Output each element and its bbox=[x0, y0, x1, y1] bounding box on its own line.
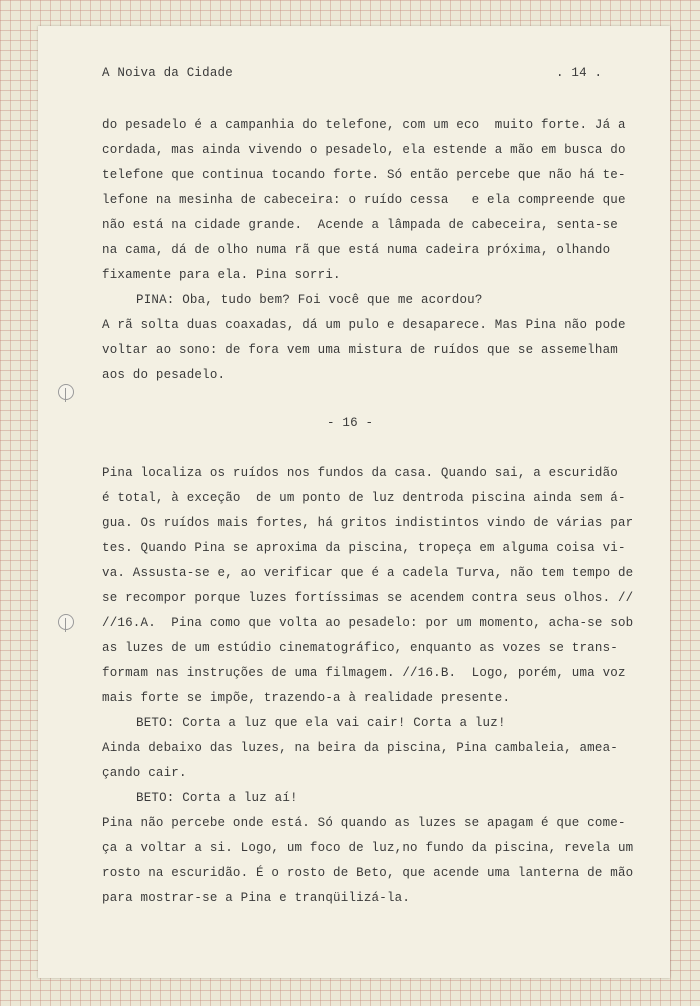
dialogue-beto: BETO: Corta a luz que ela vai cair! Corta a luz! bbox=[136, 716, 506, 730]
text-line: ça a voltar a si. Logo, um foco de luz,no fundo da piscina, revela um bbox=[102, 841, 634, 855]
text-line: não está na cidade grande. Acende a lâmpada de cabeceira, senta-se bbox=[102, 218, 618, 232]
text-line: lefone na mesinha de cabeceira: o ruído cessa e ela compreende que bbox=[102, 193, 626, 207]
text-line: fixamente para ela. Pina sorri. bbox=[102, 268, 341, 282]
dialogue-pina: PINA: Oba, tudo bem? Foi você que me acordou? bbox=[136, 293, 483, 307]
dialogue-beto: BETO: Corta a luz aí! bbox=[136, 791, 298, 805]
text-line: Pina não percebe onde está. Só quando as luzes se apagam é que come- bbox=[102, 816, 626, 830]
page-number: . 14 . bbox=[556, 66, 603, 80]
text-line: rosto na escuridão. É o rosto de Beto, que acende uma lanterna de mão bbox=[102, 866, 634, 880]
text-line: voltar ao sono: de fora vem uma mistura de ruídos que se assemelham bbox=[102, 343, 618, 357]
text-line: //16.A. Pina como que volta ao pesadelo: por um momento, acha-se sob bbox=[102, 616, 634, 630]
text-line: do pesadelo é a campanhia do telefone, com um eco muito forte. Já a bbox=[102, 118, 626, 132]
punch-hole-bottom-icon bbox=[58, 614, 74, 630]
text-line: tes. Quando Pina se aproxima da piscina, tropeça em alguma coisa vi- bbox=[102, 541, 626, 555]
text-line: cordada, mas ainda vivendo o pesadelo, ela estende a mão em busca do bbox=[102, 143, 626, 157]
text-line: A rã solta duas coaxadas, dá um pulo e desaparece. Mas Pina não pode bbox=[102, 318, 626, 332]
text-line: aos do pesadelo. bbox=[102, 368, 226, 382]
text-line: formam nas instruções de uma filmagem. //16.B. Logo, porém, uma voz bbox=[102, 666, 626, 680]
text-line: Ainda debaixo das luzes, na beira da piscina, Pina cambaleia, amea- bbox=[102, 741, 618, 755]
text-line: na cama, dá de olho numa rã que está numa cadeira próxima, olhando bbox=[102, 243, 611, 257]
text-line: as luzes de um estúdio cinematográfico, enquanto as vozes se trans- bbox=[102, 641, 618, 655]
text-line: é total, à exceção de um ponto de luz dentroda piscina ainda sem á- bbox=[102, 491, 626, 505]
text-line: çando cair. bbox=[102, 766, 187, 780]
scene-number: - 16 - bbox=[327, 416, 374, 430]
text-line: se recompor porque luzes fortíssimas se acendem contra seus olhos. // bbox=[102, 591, 634, 605]
punch-hole-top-icon bbox=[58, 384, 74, 400]
document-title: A Noiva da Cidade bbox=[102, 66, 233, 80]
text-line: telefone que continua tocando forte. Só então percebe que não há te- bbox=[102, 168, 626, 182]
text-line: Pina localiza os ruídos nos fundos da casa. Quando sai, a escuridão bbox=[102, 466, 618, 480]
text-line: va. Assusta-se e, ao verificar que é a cadela Turva, não tem tempo de bbox=[102, 566, 634, 580]
text-line: gua. Os ruídos mais fortes, há gritos indistintos vindo de várias par bbox=[102, 516, 634, 530]
text-line: mais forte se impõe, trazendo-a à realidade presente. bbox=[102, 691, 511, 705]
text-line: para mostrar-se a Pina e tranqüilizá-la. bbox=[102, 891, 411, 905]
